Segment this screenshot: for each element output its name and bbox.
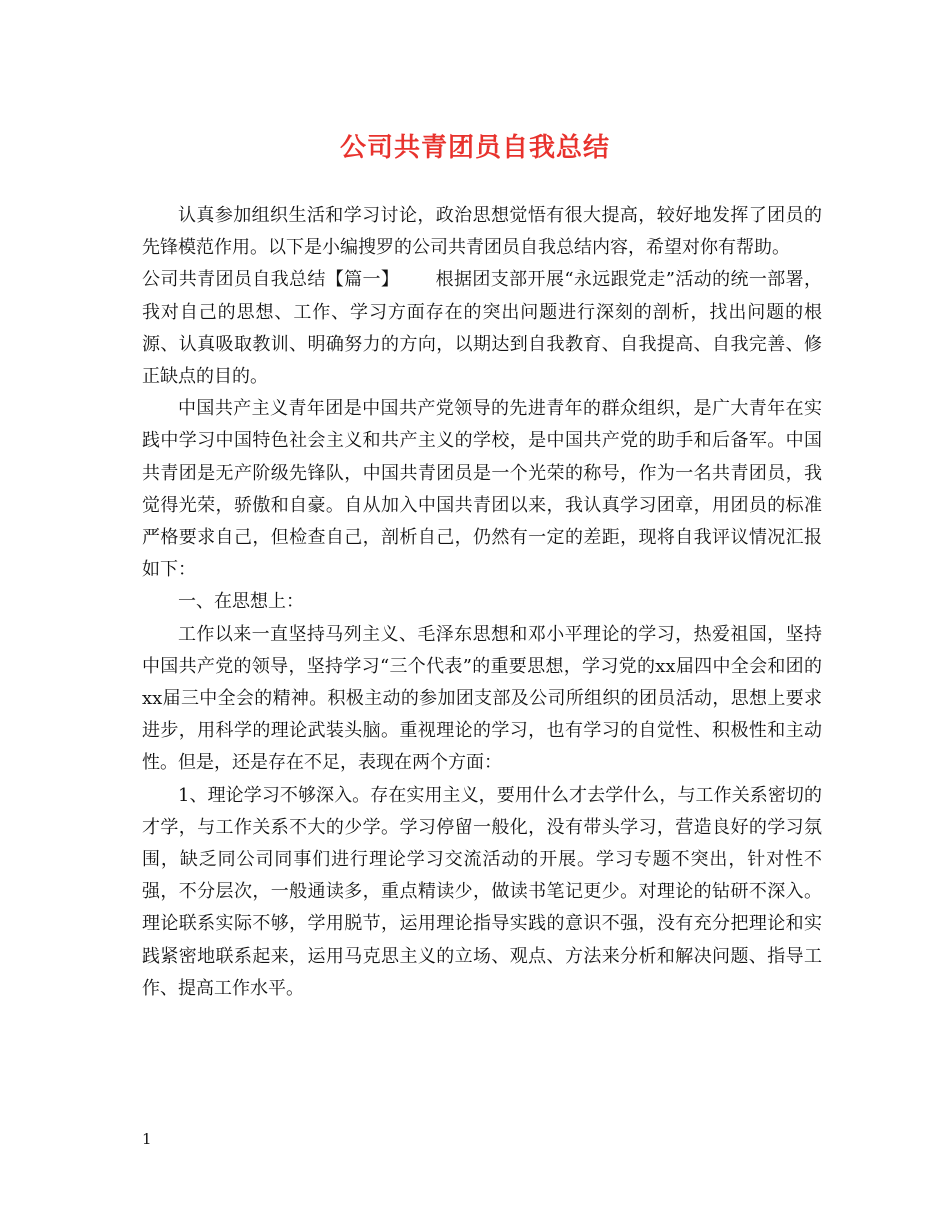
league-paragraph: 中国共产主义青年团是中国共产党领导的先进青年的群众组织，是广大青年在实践中学习中国特色社会主义和共产主义的学校，是中国共产党的助手和后备军。中国共青团是无产阶级先锋队，中国共青团员是一个光荣的称号，作为一名共青团员，我觉得光荣，骄傲和自豪。自从加入中国共青团以来，我认真学习团章，用团员的标准严格要求自己，但检查自己，剖析自己，仍然有一定的差距，现将自我评议情况汇报如下： [142,398,822,581]
section-text: 根据团支部开展“永远跟党走”活动的统一部署，我对自己的思想、工作、学习方面存在的突出问题进行深刻的剖析，找出问题的根源、认真吸取教训、明确努力的方向，以期达到自我教育、自我提高、自我完善、修正缺点的目的。 [142,269,823,388]
intro-paragraph: 认真参加组织生活和学习讨论，政治思想觉悟有很大提高，较好地发挥了团员的先锋模范作用。以下是小编搜罗的公司共青团员自我总结内容，希望对你有帮助。 [142,205,822,259]
document-title: 公司共青团员自我总结 [339,133,610,163]
theory-paragraph: 1、理论学习不够深入。存在实用主义，要用什么才去学什么，与工作关系密切的才学，与工作关系不大的少学。学习停留一般化，没有带头学习，营造良好的学习氛围，缺乏同公司同事们进行理论学习交流活动的开展。学习专题不突出，针对性不强，不分层次，一般通读多，重点精读少，做读书笔记更少。对理论的钻研不深入。理论联系实际不够，学用脱节，运用理论指导实践的意识不强，没有充分把理论和实践紧密地联系起来，运用马克思主义的立场、观点、方法来分析和解决问题、指导工作、提高工作水平。 [142,784,822,999]
section-paragraph [142,264,822,393]
page-number: 1 [142,1130,152,1148]
document-body [142,200,822,1005]
thought-heading: 一、在思想上： [178,591,304,613]
thought-paragraph: 工作以来一直坚持马列主义、毛泽东思想和邓小平理论的学习，热爱祖国，坚持中国共产党的领导，坚持学习“三个代表”的重要思想，学习党的xx届四中全会和团的xx届三中全会的精神。积极主动的参加团支部及公司所组织的团员活动，思想上要求进步，用科学的理论武装头脑。重视理论的学习，也有学习的自觉性、积极性和主动性。但是，还是存在不足，表现在两个方面： [142,623,822,774]
section-heading: 公司共青团员自我总结【篇一】 [142,269,400,291]
